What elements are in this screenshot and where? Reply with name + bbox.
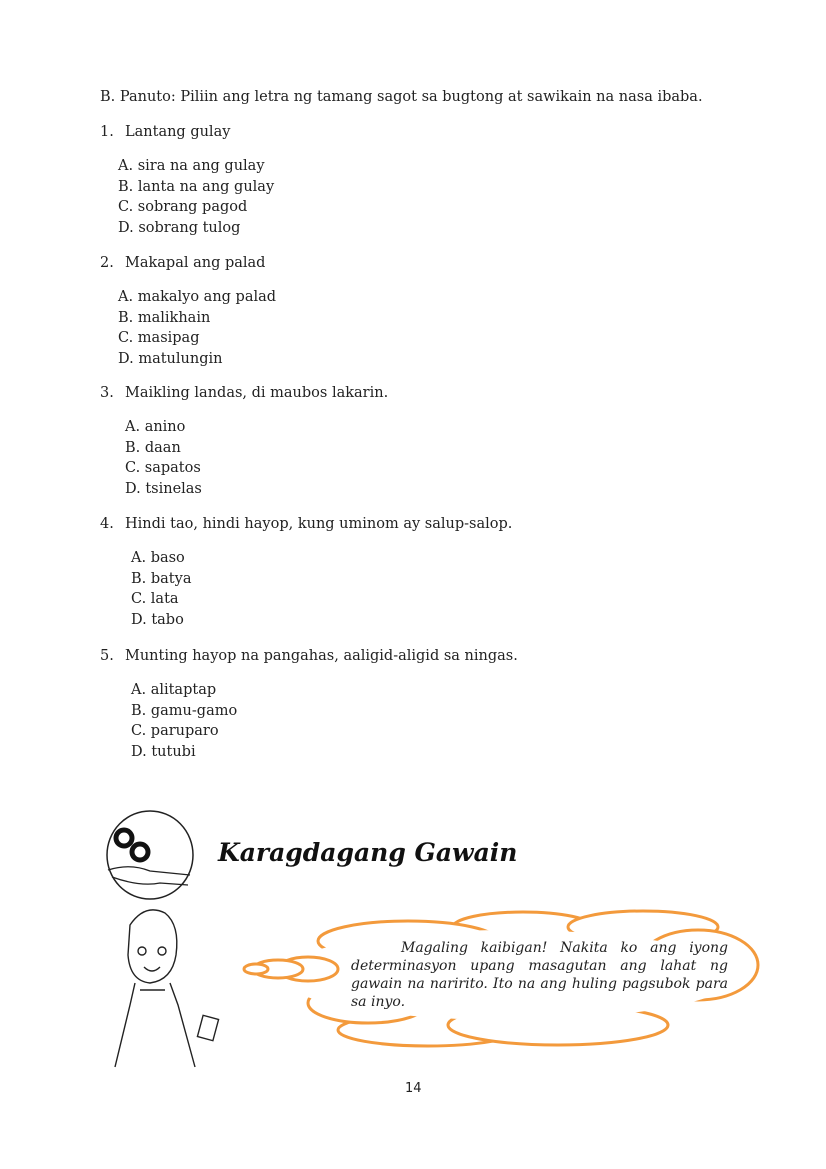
answer-option[interactable]: B. gamu-gamo [131, 702, 238, 719]
answer-option[interactable]: A. anino [125, 419, 186, 435]
answer-option[interactable]: D. sobrang tulog [118, 219, 241, 236]
section-title: Karagdagang Gawain [218, 838, 518, 867]
answer-option[interactable]: A. alitaptap [131, 682, 217, 698]
question-number: 3. [100, 385, 114, 401]
answer-option[interactable]: B. batya [131, 570, 192, 587]
student-illustration [115, 910, 219, 1067]
question-text: Maikling landas, di maubos lakarin. [125, 385, 389, 401]
answer-option[interactable]: C. lata [131, 591, 179, 608]
answer-option[interactable]: C. sobrang pagod [118, 199, 248, 216]
question-text: Munting hayop na pangahas, aaligid-aligid sa ningas. [125, 648, 518, 664]
answer-option[interactable]: B. lanta na ang gulay [118, 178, 275, 195]
answer-option[interactable]: C. sapatos [125, 460, 201, 477]
answer-option[interactable]: D. tabo [131, 611, 184, 628]
speech-text: Magaling kaibigan! Nakita ko ang iyong determinasyon upang masagutan ang lahat ng gawain na naririto. Ito na ang huling pagsubok para sa inyo. [351, 940, 728, 1010]
question-number: 5. [100, 648, 114, 664]
question-text: Hindi tao, hindi hayop, kung uminom ay salup-salop. [125, 516, 513, 532]
answer-option[interactable]: D. tutubi [131, 743, 196, 760]
instruction: B. Panuto: Piliin ang letra ng tamang sagot sa bugtong at sawikain na nasa ibaba. [100, 89, 703, 105]
page-number: 14 [405, 1081, 422, 1096]
question-number: 2. [100, 255, 114, 271]
question-text: Makapal ang palad [125, 255, 266, 271]
answer-option[interactable]: D. tsinelas [125, 480, 202, 497]
answer-option[interactable]: B. daan [125, 439, 181, 456]
answer-option[interactable]: B. malikhain [118, 309, 211, 326]
answer-option[interactable]: C. paruparo [131, 723, 219, 740]
answer-option[interactable]: A. makalyo ang palad [118, 289, 277, 305]
gears-hand-icon [100, 805, 230, 1075]
answer-option[interactable]: A. baso [131, 550, 185, 566]
question-number: 1. [100, 124, 114, 140]
question-text: Lantang gulay [125, 124, 231, 140]
answer-option[interactable]: D. matulungin [118, 350, 223, 367]
answer-option[interactable]: C. masipag [118, 330, 200, 347]
answer-option[interactable]: A. sira na ang gulay [118, 158, 265, 174]
question-number: 4. [100, 516, 114, 532]
